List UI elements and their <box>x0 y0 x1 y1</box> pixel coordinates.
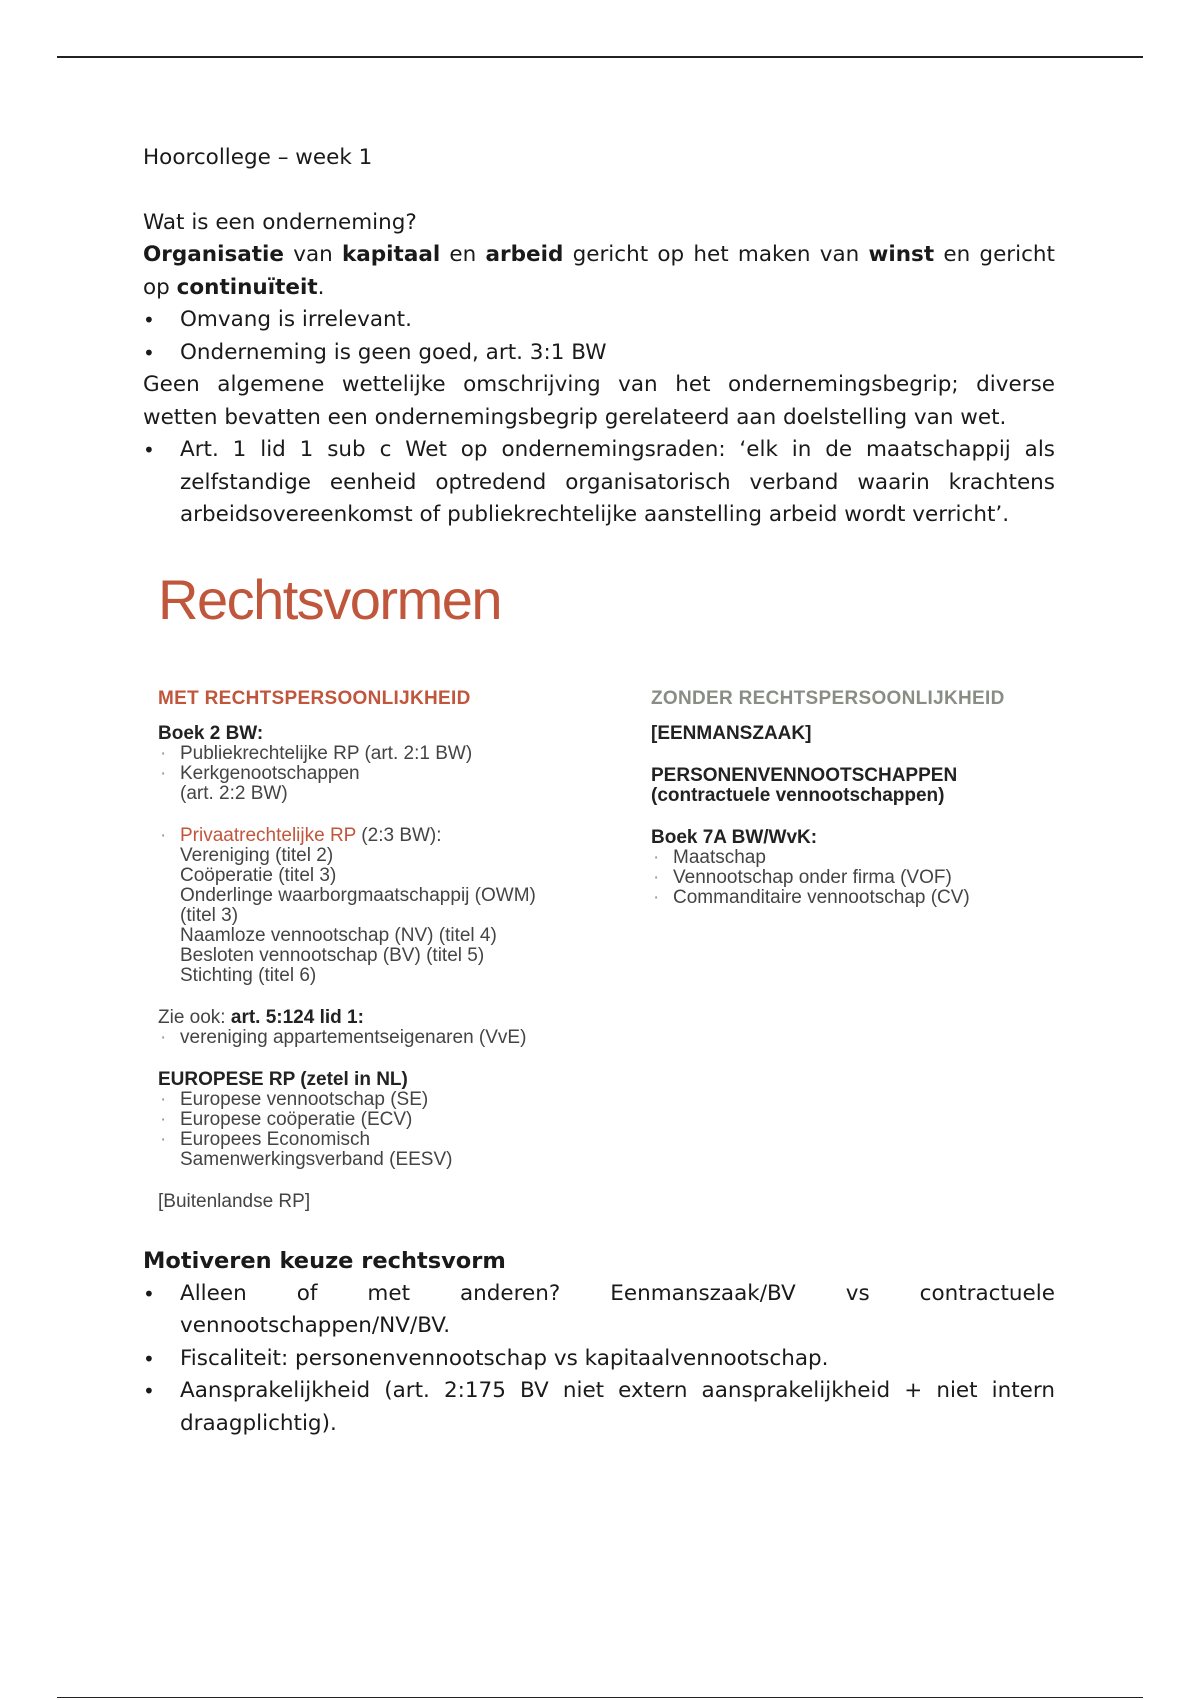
boek2-heading: Boek 2 BW: <box>158 722 264 744</box>
document-body <box>143 142 1055 1440</box>
list-item: · Europese vennootschap (SE) <box>158 1090 628 1110</box>
slide-left-column <box>158 724 628 1212</box>
privaat-label: Privaatrechtelijke RP <box>180 824 357 846</box>
top-rule <box>57 56 1143 58</box>
privaat-heading: · Privaatrechtelijke RP (2:3 BW): <box>158 826 628 846</box>
list-item: · Europees Economisch <box>158 1130 628 1150</box>
list-item: Naamloze vennootschap (NV) (titel 4) <box>180 924 497 946</box>
list-item: • Art. 1 lid 1 sub c Wet op ondernemingsraden: ‘elk in de maatschappij als zelfstandige eenheid optredend organisatorisch verband waarin krachtens arbeidsovereenkomst of publiekrechtelijke aanstelling arbeid wordt verricht’. <box>143 434 1055 532</box>
list-item: · Kerkgenootschappen <box>158 764 628 784</box>
list-item: • Alleen of met anderen? Eenmanszaak/BV vs contractuele vennootschappen/NV/BV. <box>143 1278 1055 1343</box>
list-item: (titel 3) <box>180 904 239 926</box>
bullet-list-3 <box>143 1278 1055 1441</box>
list-item: Onderlinge waarborgmaatschappij (OWM) <box>180 884 536 906</box>
list-item: • Aansprakelijkheid (art. 2:175 BV niet extern aansprakelijkheid + niet intern draagplichtig). <box>143 1375 1055 1440</box>
list-item: · Maatschap <box>651 848 1051 868</box>
question-title: Wat is een onderneming? <box>143 209 417 235</box>
list-item: • Omvang is irrelevant. <box>143 304 1055 337</box>
list-item: Stichting (titel 6) <box>180 964 317 986</box>
section-title-rechtsvorm: Motiveren keuze rechtsvorm <box>143 1247 506 1274</box>
list-item: (art. 2:2 BW) <box>180 782 288 804</box>
personen-subheading: (contractuele vennootschappen) <box>651 784 945 806</box>
term-continuiteit: continuïteit <box>176 274 318 300</box>
list-item: · Publiekrechtelijke RP (art. 2:1 BW) <box>158 744 628 764</box>
bullet-list-1 <box>143 304 1055 369</box>
definition-paragraph: Organisatie van kapitaal en arbeid gericht op het maken van winst en gericht op continuïteit. <box>143 242 1055 300</box>
boek7a-heading: Boek 7A BW/WvK: <box>651 826 818 848</box>
list-item: · vereniging appartementseigenaren (VvE) <box>158 1028 628 1048</box>
paragraph-ondernemingsbegrip: Geen algemene wettelijke omschrijving van het ondernemingsbegrip; diverse wetten bevatten een ondernemingsbegrip gerelateerd aan doelstelling van wet. <box>143 372 1055 430</box>
slide-left-heading: MET RECHTSPERSOONLIJKHEID <box>158 687 471 709</box>
personen-heading: PERSONENVENNOOTSCHAPPEN <box>651 764 958 786</box>
buitenlandse-rp: [Buitenlandse RP] <box>158 1190 311 1212</box>
list-item: · Commanditaire vennootschap (CV) <box>651 888 1051 908</box>
term-organisatie: Organisatie <box>143 242 284 267</box>
list-item: · Vennootschap onder firma (VOF) <box>651 868 1051 888</box>
europese-heading: EUROPESE RP (zetel in NL) <box>158 1068 408 1090</box>
list-item: Besloten vennootschap (BV) (titel 5) <box>180 944 485 966</box>
list-item: · Europese coöperatie (ECV) <box>158 1110 628 1130</box>
page-heading: Hoorcollege – week 1 <box>143 145 373 170</box>
slide-right-column <box>651 724 1051 908</box>
list-item: • Fiscaliteit: personenvennootschap vs kapitaalvennootschap. <box>143 1343 1055 1376</box>
bottom-rule <box>57 1697 1143 1698</box>
zie-ook-line: Zie ook: art. 5:124 lid 1: <box>158 1006 364 1028</box>
rechtsvormen-slide <box>143 556 1043 1236</box>
list-item: Vereniging (titel 2) <box>180 844 334 866</box>
slide-right-heading: ZONDER RECHTSPERSOONLIJKHEID <box>651 687 1005 709</box>
eenmanszaak-label: [EENMANSZAAK] <box>651 722 812 744</box>
list-item: Samenwerkingsverband (EESV) <box>180 1148 453 1170</box>
term-winst: winst <box>868 242 935 267</box>
bullet-list-2 <box>143 434 1055 532</box>
term-arbeid: arbeid <box>485 242 564 267</box>
term-kapitaal: kapitaal <box>341 242 441 267</box>
slide-title: Rechtsvormen <box>158 567 502 631</box>
privaat-items <box>158 846 628 986</box>
list-item: Coöperatie (titel 3) <box>180 864 337 886</box>
list-item: • Onderneming is geen goed, art. 3:1 BW <box>143 337 1055 370</box>
